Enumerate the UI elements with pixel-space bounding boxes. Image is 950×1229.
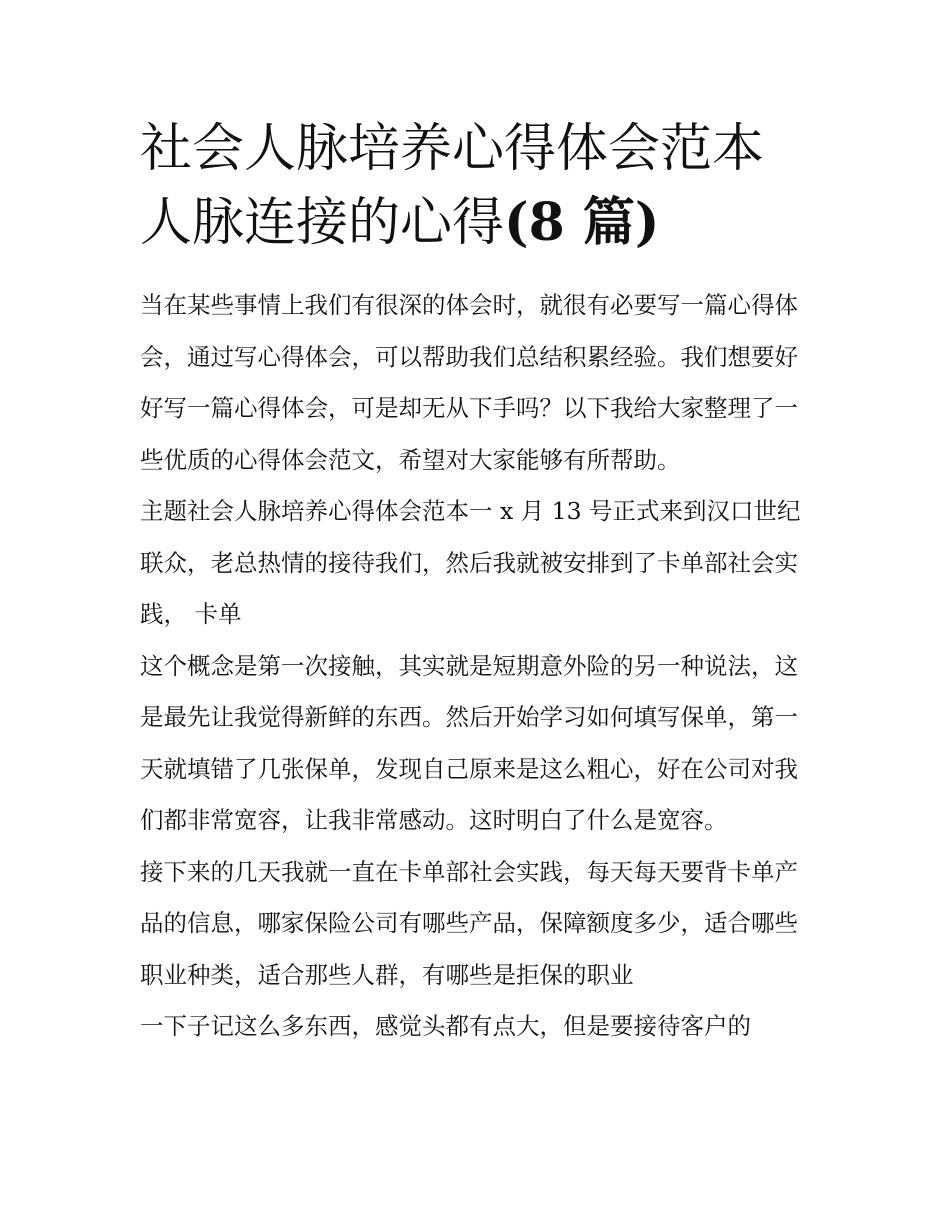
title-count: (8 篇) <box>504 192 660 253</box>
paragraph-practice: 接下来的几天我就一直在卡单部社会实践，每天每天要背卡单产品的信息，哪家保险公司有哪些产品，保障额度多少，适合哪些职业种类，适合那些人群，有哪些是拒保的职业 <box>140 857 798 989</box>
document-title <box>140 112 830 260</box>
title-text: 社会人脉培养心得体会范本 人脉连接的心得 <box>140 119 765 253</box>
paragraph-continued: 一下子记这么多东西，感觉头都有点大，但是要接待客户的 <box>140 1012 751 1040</box>
paragraph-intro: 当在某些事情上我们有很深的体会时，就很有必要写一篇心得体会，通过写心得体会，可以帮助我们总结积累经验。我们想要好好写一篇心得体会，可是却无从下手吗？以下我给大家整理了一些优质的心得体会范文，希望对大家能够有所帮助。 <box>140 291 798 474</box>
document-body <box>140 280 820 1053</box>
paragraph-concept: 这个概念是第一次接触，其实就是短期意外险的另一种说法，这是最先让我觉得新鲜的东西。然后开始学习如何填写保单，第一天就填错了几张保单，发现自己原来是这么粗心，好在公司对我们都非常宽容，让我非常感动。这时明白了什么是宽容。 <box>140 651 798 834</box>
paragraph-topic: 主题社会人脉培养心得体会范本一 x 月 13 号正式来到汉口世纪联众，老总热情的接待我们，然后我就被安排到了卡单部社会实践， 卡单 <box>140 497 801 628</box>
